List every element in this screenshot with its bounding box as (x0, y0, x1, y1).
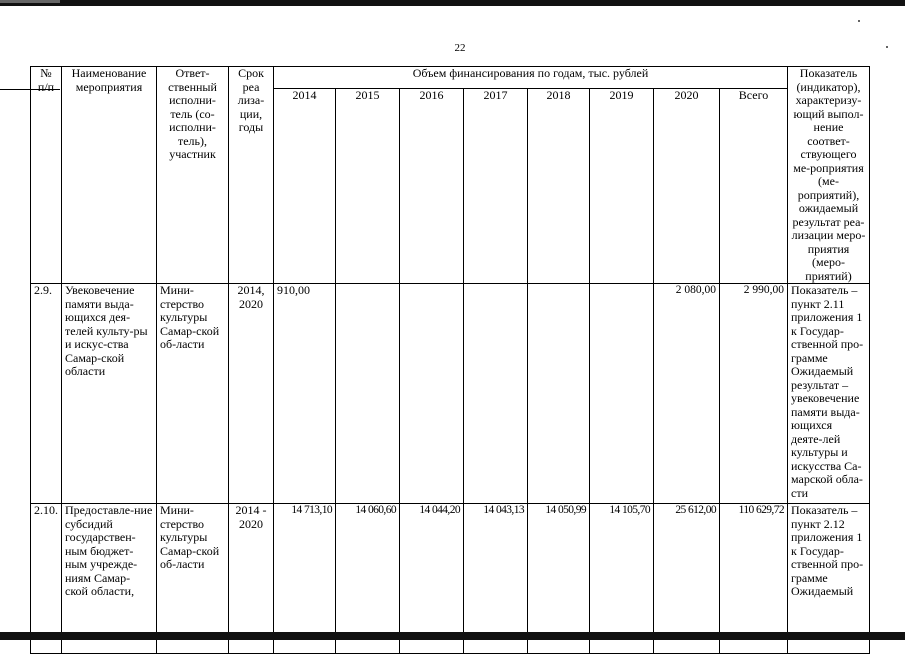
row-value-2019 (590, 284, 654, 504)
table-row (31, 504, 870, 654)
row-value-2014: 14 713,10 (274, 504, 336, 654)
row-value-2016: 14 044,20 (400, 504, 464, 654)
row-value-2015: 14 060,60 (336, 504, 400, 654)
row-value-2020: 2 080,00 (654, 284, 720, 504)
header-total: Всего (720, 88, 788, 283)
row-responsible: Мини-стерство культуры Самар-ской об-ласти (157, 504, 229, 654)
page-number: 22 (454, 42, 466, 54)
row-value-total: 2 990,00 (720, 284, 788, 504)
header-year: 2020 (654, 88, 720, 283)
scan-top-border-fade (0, 0, 60, 3)
scan-speck (886, 46, 888, 48)
header-name: Наименование мероприятия (62, 67, 157, 284)
row-indicator: Показатель – пункт 2.12 приложения 1 к Государ-ственной про-грамме Ожидаемый (788, 504, 870, 654)
header-funding: Объем финансирования по годам, тыс. рублей (274, 67, 788, 89)
row-value-2019: 14 105,70 (590, 504, 654, 654)
table-header-row (31, 67, 870, 89)
header-year: 2015 (336, 88, 400, 283)
row-value-2016 (400, 284, 464, 504)
row-value-2017: 14 043,13 (464, 504, 528, 654)
row-responsible: Мини-стерство культуры Самар-ской об-ласти (157, 284, 229, 504)
row-number: 2.10. (31, 504, 62, 654)
row-term: 2014, 2020 (229, 284, 274, 504)
header-year: 2014 (274, 88, 336, 283)
scan-bottom-border (0, 632, 905, 640)
row-term: 2014 - 2020 (229, 504, 274, 654)
row-number: 2.9. (31, 284, 62, 504)
row-value-2017 (464, 284, 528, 504)
row-value-2018: 14 050,99 (528, 504, 590, 654)
scan-speck (858, 20, 860, 22)
row-value-2020: 25 612,00 (654, 504, 720, 654)
row-indicator: Показатель – пункт 2.11 приложения 1 к Государ-ственной про-грамме Ожидаемый результат – увековечение памяти выда-ющихся деяте-лей культуры и искусства Са-марской обла-сти (788, 284, 870, 504)
header-responsible: Ответ-ственный исполни-тель (со-исполни-тель), участник (157, 67, 229, 284)
row-name: Предоставле-ние субсидий государствен-ным бюджет-ным учрежде-ниям Самар-ской области, (62, 504, 157, 654)
row-value-2014: 910,00 (274, 284, 336, 504)
funding-table (30, 66, 870, 654)
row-value-2015 (336, 284, 400, 504)
table-row (31, 284, 870, 504)
header-year: 2017 (464, 88, 528, 283)
scan-top-border (0, 0, 905, 6)
header-term: Срок реа лиза-ции, годы (229, 67, 274, 284)
header-year: 2019 (590, 88, 654, 283)
header-year: 2018 (528, 88, 590, 283)
row-value-2018 (528, 284, 590, 504)
row-value-total: 110 629,72 (720, 504, 788, 654)
header-number: № п/п (31, 67, 62, 284)
row-name: Увековечение памяти выда-ющихся дея-телей культу-ры и искус-ства Самар-ской области (62, 284, 157, 504)
header-indicator: Показатель (индикатор), характеризу-ющий выпол-нение соответ-ствующего ме-роприятия (ме-роприятий), ожидаемый результат реа-лизации меро-приятия (меро-приятий) (788, 67, 870, 284)
header-year: 2016 (400, 88, 464, 283)
